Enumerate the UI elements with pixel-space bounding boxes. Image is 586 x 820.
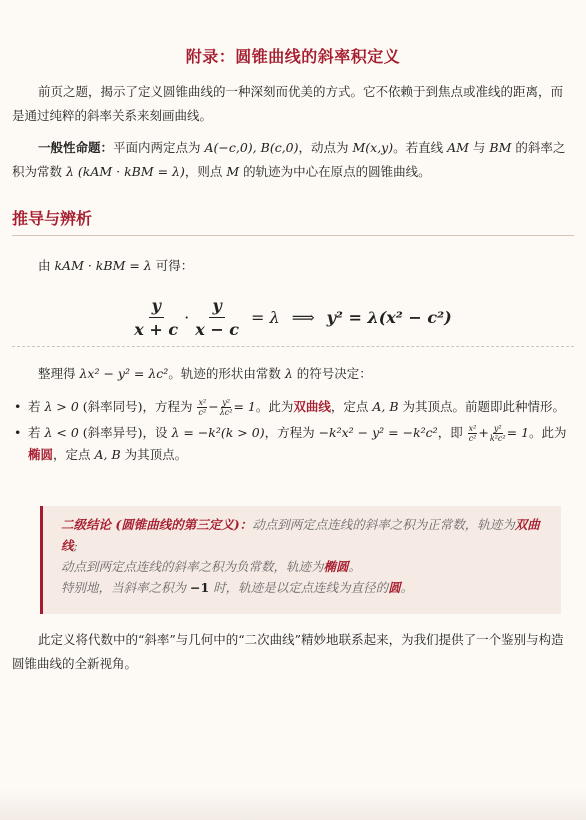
text: ，方程为 bbox=[264, 425, 319, 440]
text: 平面内两定点为 bbox=[113, 140, 205, 155]
math: A, B bbox=[94, 447, 121, 462]
equals-lambda: = λ bbox=[251, 308, 280, 327]
text: 。 bbox=[348, 559, 362, 574]
denominator: x + c bbox=[134, 320, 179, 339]
math-am: AM bbox=[447, 140, 469, 155]
text: ，定点 bbox=[53, 447, 95, 462]
numerator: y² bbox=[222, 398, 230, 407]
divider bbox=[12, 346, 574, 347]
text: 。若直线 bbox=[393, 140, 448, 155]
text: 的轨迹为中心在原点的圆锥曲线。 bbox=[239, 164, 431, 179]
denominator: k²c² bbox=[489, 434, 506, 443]
text: 若 bbox=[28, 425, 45, 440]
list-item bbox=[12, 396, 574, 418]
text: 。轨迹的形状由常数 bbox=[168, 366, 285, 381]
small-fraction bbox=[197, 398, 207, 417]
hyperbola-highlight: 双曲线 bbox=[293, 399, 331, 414]
math: = 1 bbox=[506, 425, 530, 440]
text: (斜率同号)，方程为 bbox=[78, 399, 197, 414]
math-product: kAM · kBM = λ bbox=[54, 258, 152, 273]
math-minus-one: −1 bbox=[189, 580, 210, 595]
list-item bbox=[12, 422, 574, 466]
page-bottom bbox=[0, 788, 586, 820]
math: λ = −k²(k > 0) bbox=[171, 425, 265, 440]
text: ，即 bbox=[437, 425, 467, 440]
numerator: x² bbox=[198, 398, 207, 407]
text: 为其顶点。 bbox=[120, 447, 188, 462]
case-list bbox=[12, 396, 574, 470]
math: = 1 bbox=[233, 399, 256, 414]
math-m: M bbox=[226, 164, 240, 179]
text: 动点到两定点连线的斜率之积为负常数，轨迹为 bbox=[61, 559, 324, 574]
callout-line-2 bbox=[61, 556, 549, 577]
callout-line-1 bbox=[61, 514, 549, 556]
text: 。此为 bbox=[529, 425, 567, 440]
math: + bbox=[478, 425, 489, 440]
hyperbola-highlight: 双曲线 bbox=[61, 517, 540, 553]
text: 整理得 bbox=[38, 366, 80, 381]
callout-heading: 二级结论 (圆锥曲线的第三定义)： bbox=[61, 517, 253, 532]
result-equation: y² = λ(x² − c²) bbox=[326, 308, 452, 327]
math-lambda: λ (kAM · kBM = λ) bbox=[65, 164, 185, 179]
text: 的斜率之积为常数 bbox=[12, 140, 566, 179]
small-fraction bbox=[468, 424, 478, 443]
display-equation bbox=[0, 296, 586, 339]
math: λ > 0 bbox=[44, 399, 79, 414]
text: 特别地，当斜率之积为 bbox=[61, 580, 190, 595]
text: 若 bbox=[28, 399, 45, 414]
ellipse-highlight: 椭圆 bbox=[323, 559, 349, 574]
fraction-2 bbox=[192, 296, 242, 339]
math-equation: λx² − y² = λc² bbox=[79, 366, 169, 381]
math-bm: BM bbox=[489, 140, 512, 155]
text: 的符号决定： bbox=[292, 366, 372, 381]
math-moving-point: M(x,y) bbox=[352, 140, 394, 155]
text: 由 bbox=[38, 258, 55, 273]
fraction-1 bbox=[131, 296, 181, 339]
text: ，定点 bbox=[330, 399, 373, 414]
math-lambda: λ bbox=[284, 366, 293, 381]
text: ，动点为 bbox=[298, 140, 353, 155]
callout-line-3 bbox=[61, 577, 549, 598]
text: 与 bbox=[468, 140, 490, 155]
denominator: λc² bbox=[219, 408, 233, 417]
proposition-label: 一般性命题： bbox=[38, 140, 114, 155]
numerator: y² bbox=[493, 424, 502, 433]
small-fraction bbox=[220, 398, 233, 417]
math: A, B bbox=[372, 399, 399, 414]
proposition-paragraph bbox=[12, 136, 574, 184]
numerator: y bbox=[149, 296, 164, 318]
numerator: x² bbox=[468, 424, 477, 433]
text: 动点到两定点连线的斜率之积为正常数，轨迹为 bbox=[252, 517, 515, 532]
dot-operator: · bbox=[184, 308, 190, 327]
footer-paragraph: 此定义将代数中的“斜率”与几何中的“二次曲线”精妙地联系起来，为我们提供了一个鉴别与构造圆锥曲线的全新视角。 bbox=[12, 632, 564, 671]
text: (斜率异号)，设 bbox=[78, 425, 172, 440]
text: 。此为 bbox=[255, 399, 294, 414]
text: ; bbox=[73, 538, 78, 553]
math: −k²x² − y² = −k²c² bbox=[318, 425, 438, 440]
circle-highlight: 圆 bbox=[388, 580, 401, 595]
text: 可得： bbox=[151, 258, 194, 273]
text: 为其顶点。前题即此种情形。 bbox=[398, 399, 566, 414]
math-points: A(−c,0), B(c,0) bbox=[204, 140, 299, 155]
intro-paragraph: 前页之题，揭示了定义圆锥曲线的一种深刻而优美的方式。它不依赖于到焦点或准线的距离，而是通过纯粹的斜率关系来刻画曲线。 bbox=[12, 84, 564, 123]
derive-intro bbox=[12, 254, 574, 278]
denominator: c² bbox=[468, 434, 477, 443]
math: − bbox=[208, 399, 219, 414]
numerator: y bbox=[209, 296, 224, 318]
denominator: c² bbox=[198, 408, 207, 417]
text: ，则点 bbox=[184, 164, 227, 179]
organize-paragraph bbox=[12, 362, 574, 386]
text: 。 bbox=[400, 580, 414, 595]
implies-arrow: ⟹ bbox=[291, 308, 315, 327]
page-title: 附录：圆锥曲线的斜率积定义 bbox=[185, 47, 401, 66]
ellipse-highlight: 椭圆 bbox=[28, 447, 54, 462]
small-fraction bbox=[490, 424, 506, 443]
math: λ < 0 bbox=[44, 425, 79, 440]
section-heading: 推导与辨析 bbox=[12, 206, 574, 236]
text: 时，轨迹是以定点连线为直径的 bbox=[209, 580, 389, 595]
conclusion-callout bbox=[40, 506, 561, 614]
denominator: x − c bbox=[195, 320, 240, 339]
